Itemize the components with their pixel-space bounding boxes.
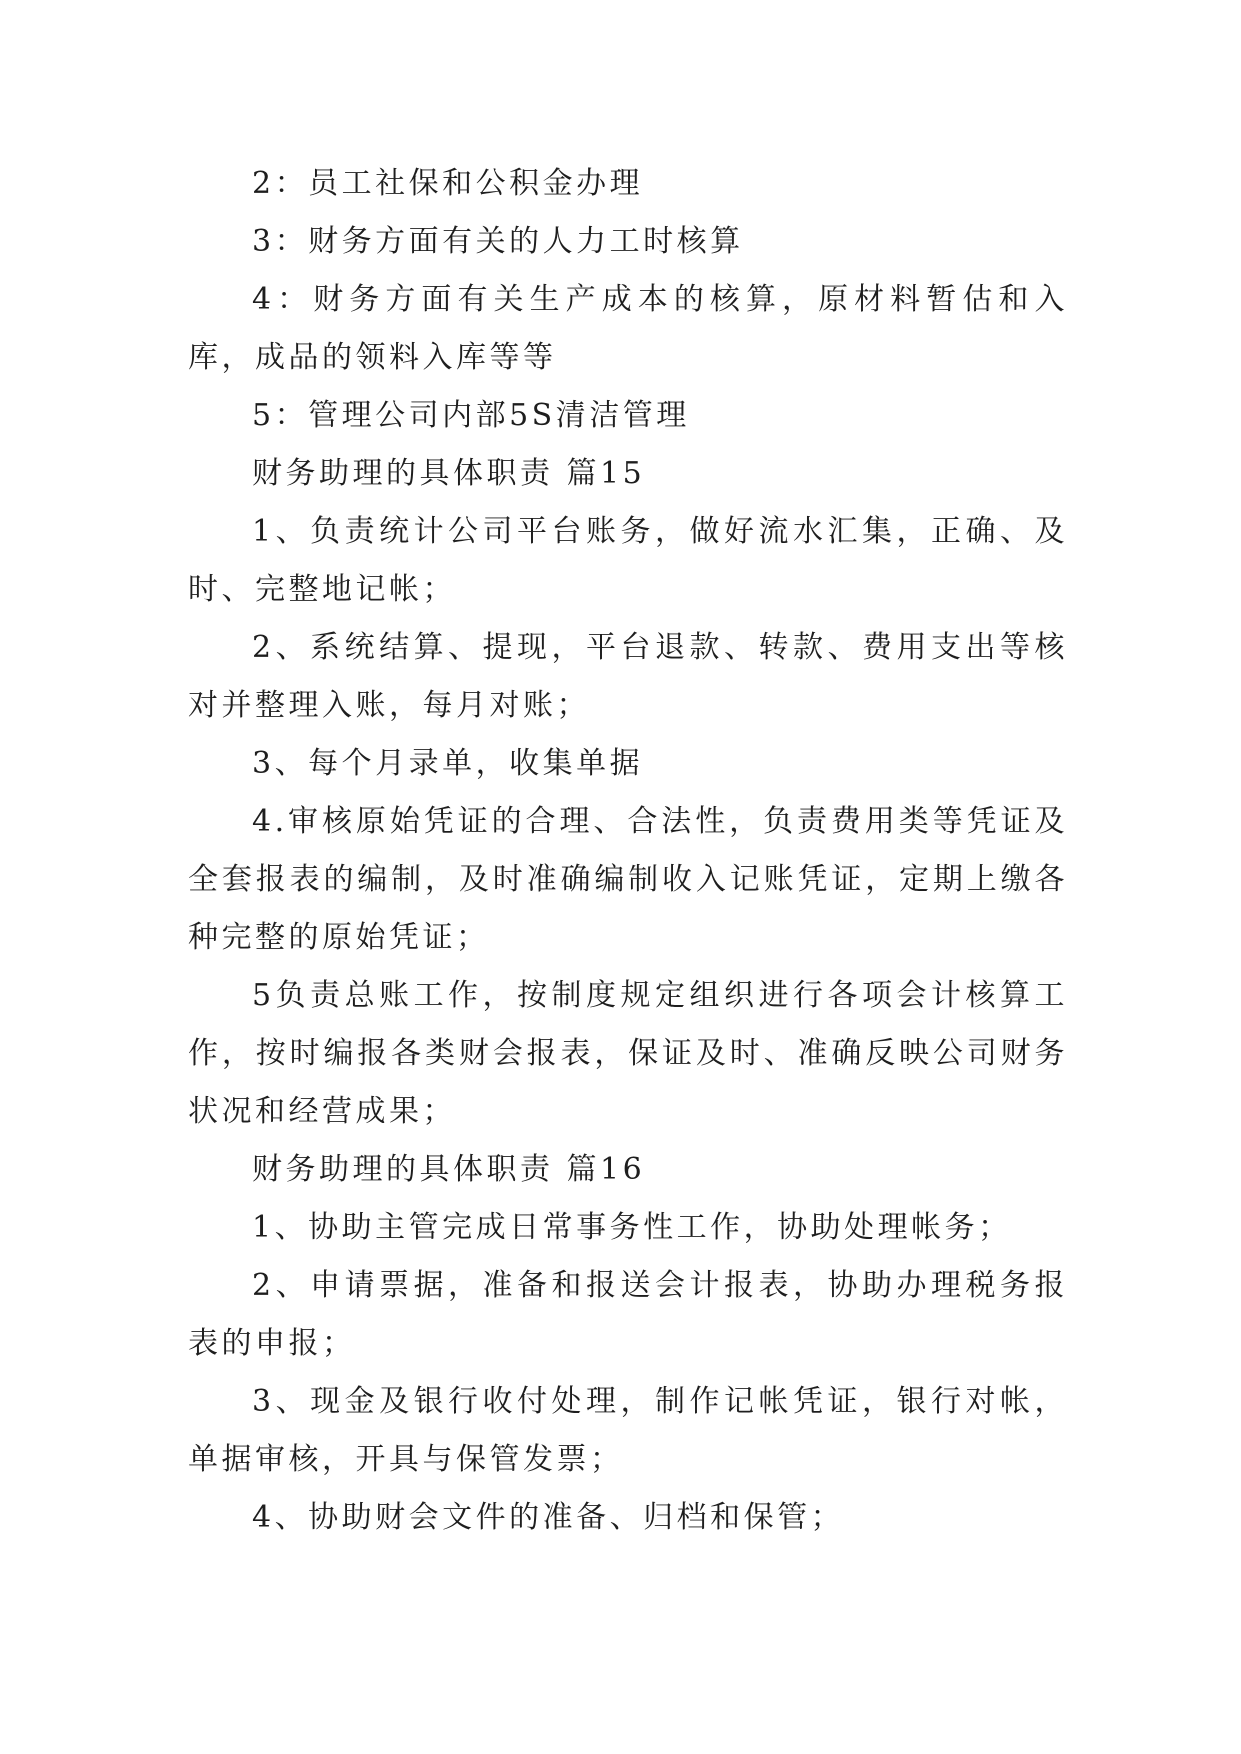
duty-item-15-4: 4.审核原始凭证的合理、合法性，负责费用类等凭证及全套报表的编制，及时准确编制收入记账凭证，定期上缴各种完整的原始凭证； — [188, 804, 1068, 955]
paragraph-item-4: 4：财务方面有关生产成本的核算，原材料暂估和入库，成品的领料入库等等 — [188, 282, 1068, 375]
section-heading-15: 财务助理的具体职责 篇15 — [252, 456, 646, 491]
document-body — [188, 155, 1068, 1547]
duty-item-16-4: 4、协助财会文件的准备、归档和保管； — [252, 1500, 845, 1535]
duty-item-16-1: 1、协助主管完成日常事务性工作，协助处理帐务； — [252, 1210, 1012, 1245]
duty-item-15-1: 1、负责统计公司平台账务，做好流水汇集，正确、及时、完整地记帐； — [188, 514, 1068, 607]
duty-item-15-5: 5负责总账工作，按制度规定组织进行各项会计核算工作，按时编报各类财会报表，保证及时、准确反映公司财务状况和经营成果； — [188, 978, 1068, 1129]
paragraph-item-3: 3：财务方面有关的人力工时核算 — [252, 224, 744, 259]
paragraph-item-2: 2：员工社保和公积金办理 — [252, 166, 644, 201]
section-heading-16: 财务助理的具体职责 篇16 — [252, 1152, 646, 1187]
duty-item-16-2: 2、申请票据，准备和报送会计报表，协助办理税务报表的申报； — [188, 1268, 1068, 1361]
duty-item-15-3: 3、每个月录单，收集单据 — [252, 746, 644, 781]
paragraph-item-5: 5：管理公司内部5S清洁管理 — [252, 398, 690, 433]
duty-item-16-3: 3、现金及银行收付处理，制作记帐凭证，银行对帐，单据审核，开具与保管发票； — [188, 1384, 1068, 1477]
duty-item-15-2: 2、系统结算、提现，平台退款、转款、费用支出等核对并整理入账，每月对账； — [188, 630, 1068, 723]
